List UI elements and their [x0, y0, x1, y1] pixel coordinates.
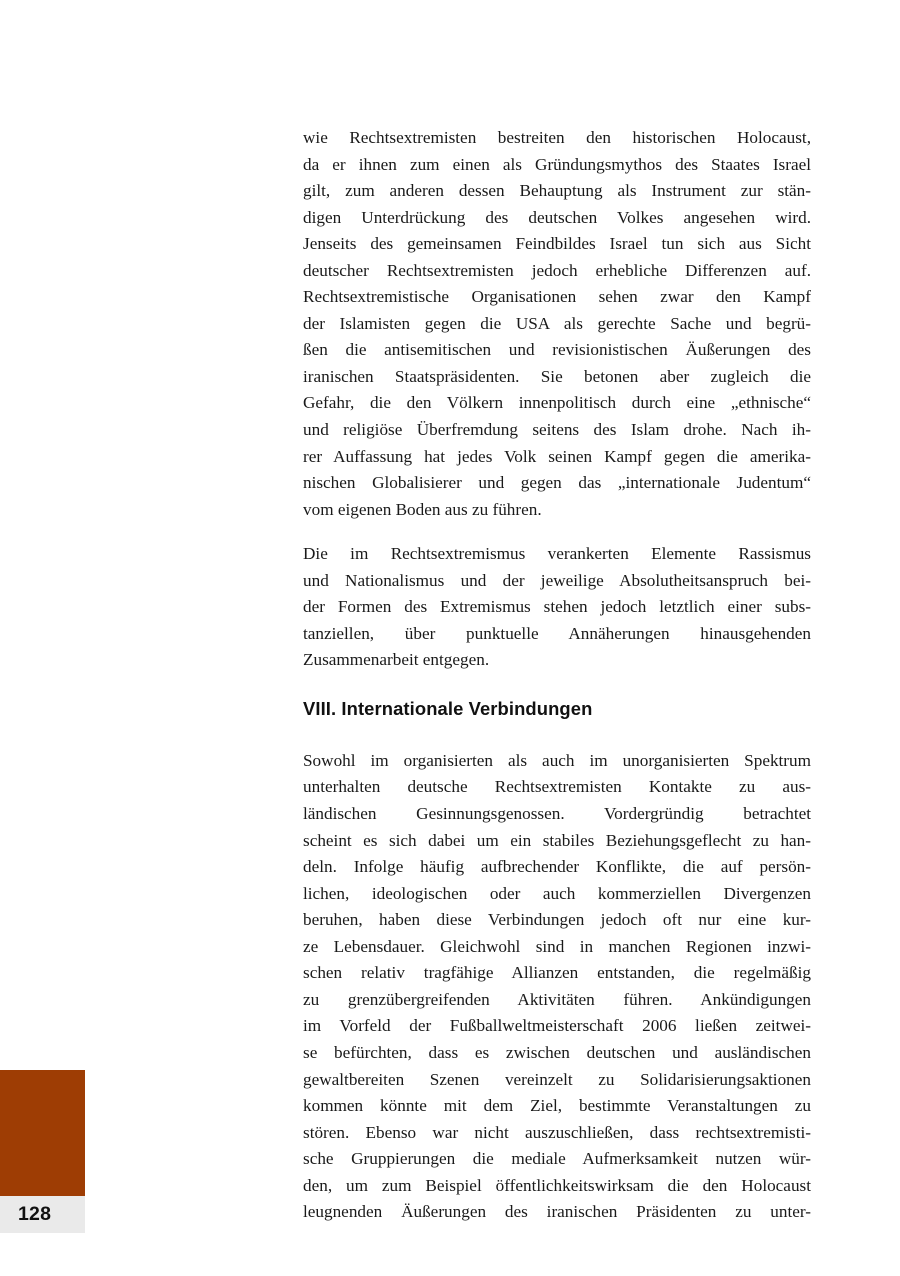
text-line: ßen die antisemitischen und revisionistischen Äußerungen des — [303, 340, 811, 360]
text-line: scheint es sich dabei um ein stabiles Beziehungsgeflecht zu han- — [303, 830, 811, 850]
text-line: Jenseits des gemeinsamen Feindbildes Israel tun sich aus Sicht — [303, 234, 811, 254]
text-line: rer Auffassung hat jedes Volk seinen Kampf gegen die amerika- — [303, 446, 811, 466]
section-heading: VIII. Internationale Verbindungen — [303, 697, 593, 719]
text-line: den, um zum Beispiel öffentlichkeitswirksam die den Holocaust — [303, 1175, 811, 1195]
text-line: Rechtsextremistische Organisationen sehen zwar den Kampf — [303, 287, 811, 307]
chapter-edge-marker — [0, 1070, 85, 1196]
text-line: deln. Infolge häufig aufbrechender Konflikte, die auf persön- — [303, 857, 811, 877]
body-text-column — [303, 125, 811, 1226]
text-line: wie Rechtsextremisten bestreiten den historischen Holocaust, — [303, 128, 811, 147]
text-line: und religiöse Überfremdung seitens des Islam drohe. Nach ih- — [303, 420, 811, 440]
text-line: nischen Globalisierer und gegen das „internationale Judentum“ — [303, 473, 811, 493]
text-line: kommen könnte mit dem Ziel, bestimmte Veranstaltungen zu — [303, 1096, 811, 1116]
text-line: Die im Rechtsextremismus verankerten Elemente Rassismus — [303, 544, 811, 564]
text-line: gewaltbereiten Szenen vereinzelt zu Solidarisierungsaktionen — [303, 1069, 811, 1089]
text-line: Sowohl im organisierten als auch im unorganisierten Spektrum — [303, 750, 811, 770]
paragraph-2 — [303, 541, 811, 674]
text-line: stören. Ebenso war nicht auszuschließen, dass rechtsextremisti- — [303, 1122, 811, 1142]
section-heading-block — [303, 696, 811, 722]
text-line: beruhen, haben diese Verbindungen jedoch oft nur eine kur- — [303, 910, 811, 930]
text-line: deutscher Rechtsextremisten jedoch erhebliche Differenzen auf. — [303, 260, 811, 280]
page-number: 128 — [18, 1203, 52, 1225]
text-line: iranischen Staatspräsidenten. Sie betonen aber zugleich die — [303, 366, 811, 386]
text-line: zu grenzübergreifenden Aktivitäten führen. Ankündigungen — [303, 989, 811, 1009]
text-line: vom eigenen Boden aus zu führen. — [303, 499, 542, 519]
text-line: ze Lebensdauer. Gleichwohl sind in manchen Regionen inzwi- — [303, 936, 811, 956]
text-line: ländischen Gesinnungsgenossen. Vordergründig betrachtet — [303, 804, 811, 824]
text-line: unterhalten deutsche Rechtsextremisten Kontakte zu aus- — [303, 777, 811, 797]
text-line: gilt, zum anderen dessen Behauptung als Instrument zur stän- — [303, 181, 811, 201]
text-line: digen Unterdrückung des deutschen Volkes angesehen wird. — [303, 207, 811, 227]
text-line: da er ihnen zum einen als Gründungsmythos des Staates Israel — [303, 154, 811, 174]
text-line: und Nationalismus und der jeweilige Absolutheitsanspruch bei- — [303, 570, 811, 590]
text-line: im Vorfeld der Fußballweltmeisterschaft 2006 ließen zeitwei- — [303, 1016, 811, 1036]
text-line: der Formen des Extremismus stehen jedoch letztlich einer subs- — [303, 597, 811, 617]
paragraph-3 — [303, 748, 811, 1226]
text-line: schen relativ tragfähige Allianzen entstanden, die regelmäßig — [303, 963, 811, 983]
text-line: Gefahr, die den Völkern innenpolitisch durch eine „ethnische“ — [303, 393, 811, 413]
text-line: sche Gruppierungen die mediale Aufmerksamkeit nutzen wür- — [303, 1149, 811, 1169]
text-line: tanziellen, über punktuelle Annäherungen hinausgehenden — [303, 623, 811, 643]
text-line: lichen, ideologischen oder auch kommerziellen Divergenzen — [303, 883, 811, 903]
text-line: Zusammenarbeit entgegen. — [303, 650, 490, 670]
text-line: se befürchten, dass es zwischen deutschen und ausländischen — [303, 1042, 811, 1062]
page-number-box — [0, 1196, 85, 1233]
text-line: leugnenden Äußerungen des iranischen Präsidenten zu unter- — [303, 1202, 811, 1222]
text-line: der Islamisten gegen die USA als gerechte Sache und begrü- — [303, 313, 811, 333]
paragraph-1 — [303, 125, 811, 523]
